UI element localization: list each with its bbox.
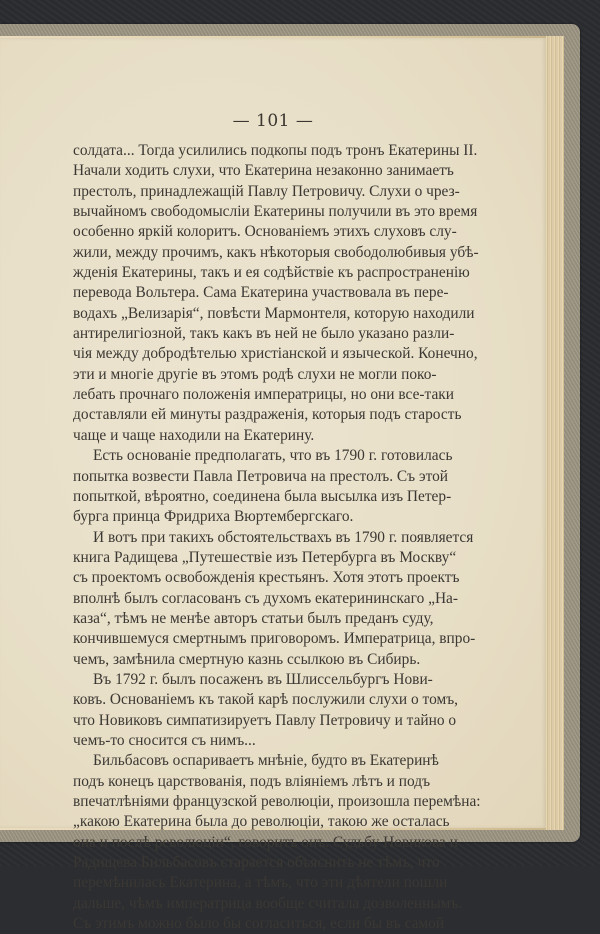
- paragraph: [73, 446, 453, 527]
- text-line: Есть основаніе предполагать, что въ 1790 г. готовилась: [93, 447, 453, 465]
- text-line: жденія Екатерины, такъ и ея содѣйствіе къ распространенію: [73, 264, 470, 282]
- text-line: она и послѣ революціи“, говоритъ онъ. Судьбу Новикова и: [73, 833, 458, 851]
- text-line: что Новиковъ симпатизируетъ Павлу Петровичу и тайно о: [73, 711, 457, 729]
- text-line: впечатлѣніями французской революціи, произошла перемѣна:: [73, 793, 481, 810]
- text-line: бурга принца Фридриха Вюртембергскаго.: [73, 508, 354, 526]
- body-text: [73, 141, 481, 934]
- paragraph: [73, 670, 459, 751]
- text-line: Въ 1792 г. былъ посаженъ въ Шлиссельбургъ Нови-: [93, 670, 433, 688]
- text-line: попыткой, вѣроятно, соединена была высылка изъ Петер-: [73, 487, 452, 505]
- paragraph: [73, 141, 479, 446]
- text-line: вычайномъ свободомысліи Екатерины получили въ это время: [73, 203, 478, 221]
- text-line: книга Радищева „Путешествіе изъ Петербурга въ Москву“: [73, 548, 457, 566]
- text-line: И вотъ при такихъ обстоятельствахъ въ 1790 г. появляется: [93, 528, 474, 546]
- text-line: перевода Вольтера. Сама Екатерина участвовала въ пере-: [73, 284, 449, 302]
- text-line: каза“, тѣмъ не менѣе авторъ статьи былъ преданъ суду,: [73, 609, 434, 627]
- text-line: водахъ „Велизарія“, повѣсти Мармонтеля, которую находили: [73, 304, 475, 322]
- text-line: ковъ. Основаніемъ къ такой карѣ послужили слухи о томъ,: [73, 691, 459, 709]
- book-page: [0, 38, 546, 933]
- text-line: чемъ-то сносится съ нимъ...: [73, 731, 256, 749]
- text-line: попытка возвести Павла Петровича на престолъ. Съ этой: [73, 467, 449, 485]
- text-line: подъ конецъ царствованія, подъ вліяніемъ лѣтъ и подъ: [73, 772, 431, 790]
- text-line: Съ этимъ можно было бы согласиться, если бы въ самой: [73, 915, 445, 933]
- text-line: особенно яркій колоритъ. Основаніемъ этихъ слуховъ слу-: [73, 223, 457, 241]
- text-line: чемъ, замѣнила смертную казнь ссылкою въ Сибирь.: [73, 650, 421, 668]
- text-line: вполнѣ былъ согласованъ съ духомъ екатерининскаго „На-: [73, 589, 459, 607]
- page-number: — 101 —: [232, 111, 314, 131]
- text-line: солдата... Тогда усилились подкопы подъ тронъ Екатерины II.: [73, 142, 478, 159]
- text-line: перемѣнилась Екатерина, а тѣмъ, что эти дѣятели пошли: [73, 874, 448, 892]
- text-line: кончившемуся смертнымъ приговоромъ. Императрица, впро-: [73, 630, 476, 648]
- text-line: Начали ходить слухи, что Екатерина незаконно занимаетъ: [73, 162, 454, 180]
- text-line: чаще и чаще находили на Екатерину.: [73, 426, 315, 444]
- text-line: престолъ, принадлежащій Павлу Петровичу. Слухи о чрез-: [73, 182, 460, 200]
- text-line: дальше, чѣмъ императрица вообще считала дозволеннымъ.: [73, 894, 463, 912]
- text-line: антирелигіозной, такъ какъ въ ней не было указано разли-: [73, 325, 455, 343]
- text-line: жили, между прочимъ, какъ нѣкоторыя свободолюбивыя убѣ-: [73, 243, 479, 261]
- text-line: эти и многіе другіе въ этомъ родѣ слухи не могли поко-: [73, 365, 437, 383]
- text-line: чія между добродѣтелью христіанской и языческой. Конечно,: [73, 345, 478, 363]
- paragraph: [73, 528, 476, 670]
- text-line: „какою Екатерина была до революціи, такою же осталась: [73, 813, 450, 831]
- text-line: доставляли ей минуты раздраженія, которыя подъ старость: [73, 406, 462, 424]
- text-line: лебать прочнаго положенія императрицы, но они все-таки: [73, 386, 454, 404]
- text-line: Радищева Бильбасовъ старается объяснить не тѣмъ, что: [73, 854, 440, 872]
- text-line: Бильбасовъ оспариваетъ мнѣніе, будто въ Екатеринѣ: [93, 752, 439, 770]
- text-line: съ проектомъ освобожденія крестьянъ. Хотя этотъ проектъ: [73, 569, 460, 587]
- paragraph: [73, 751, 481, 934]
